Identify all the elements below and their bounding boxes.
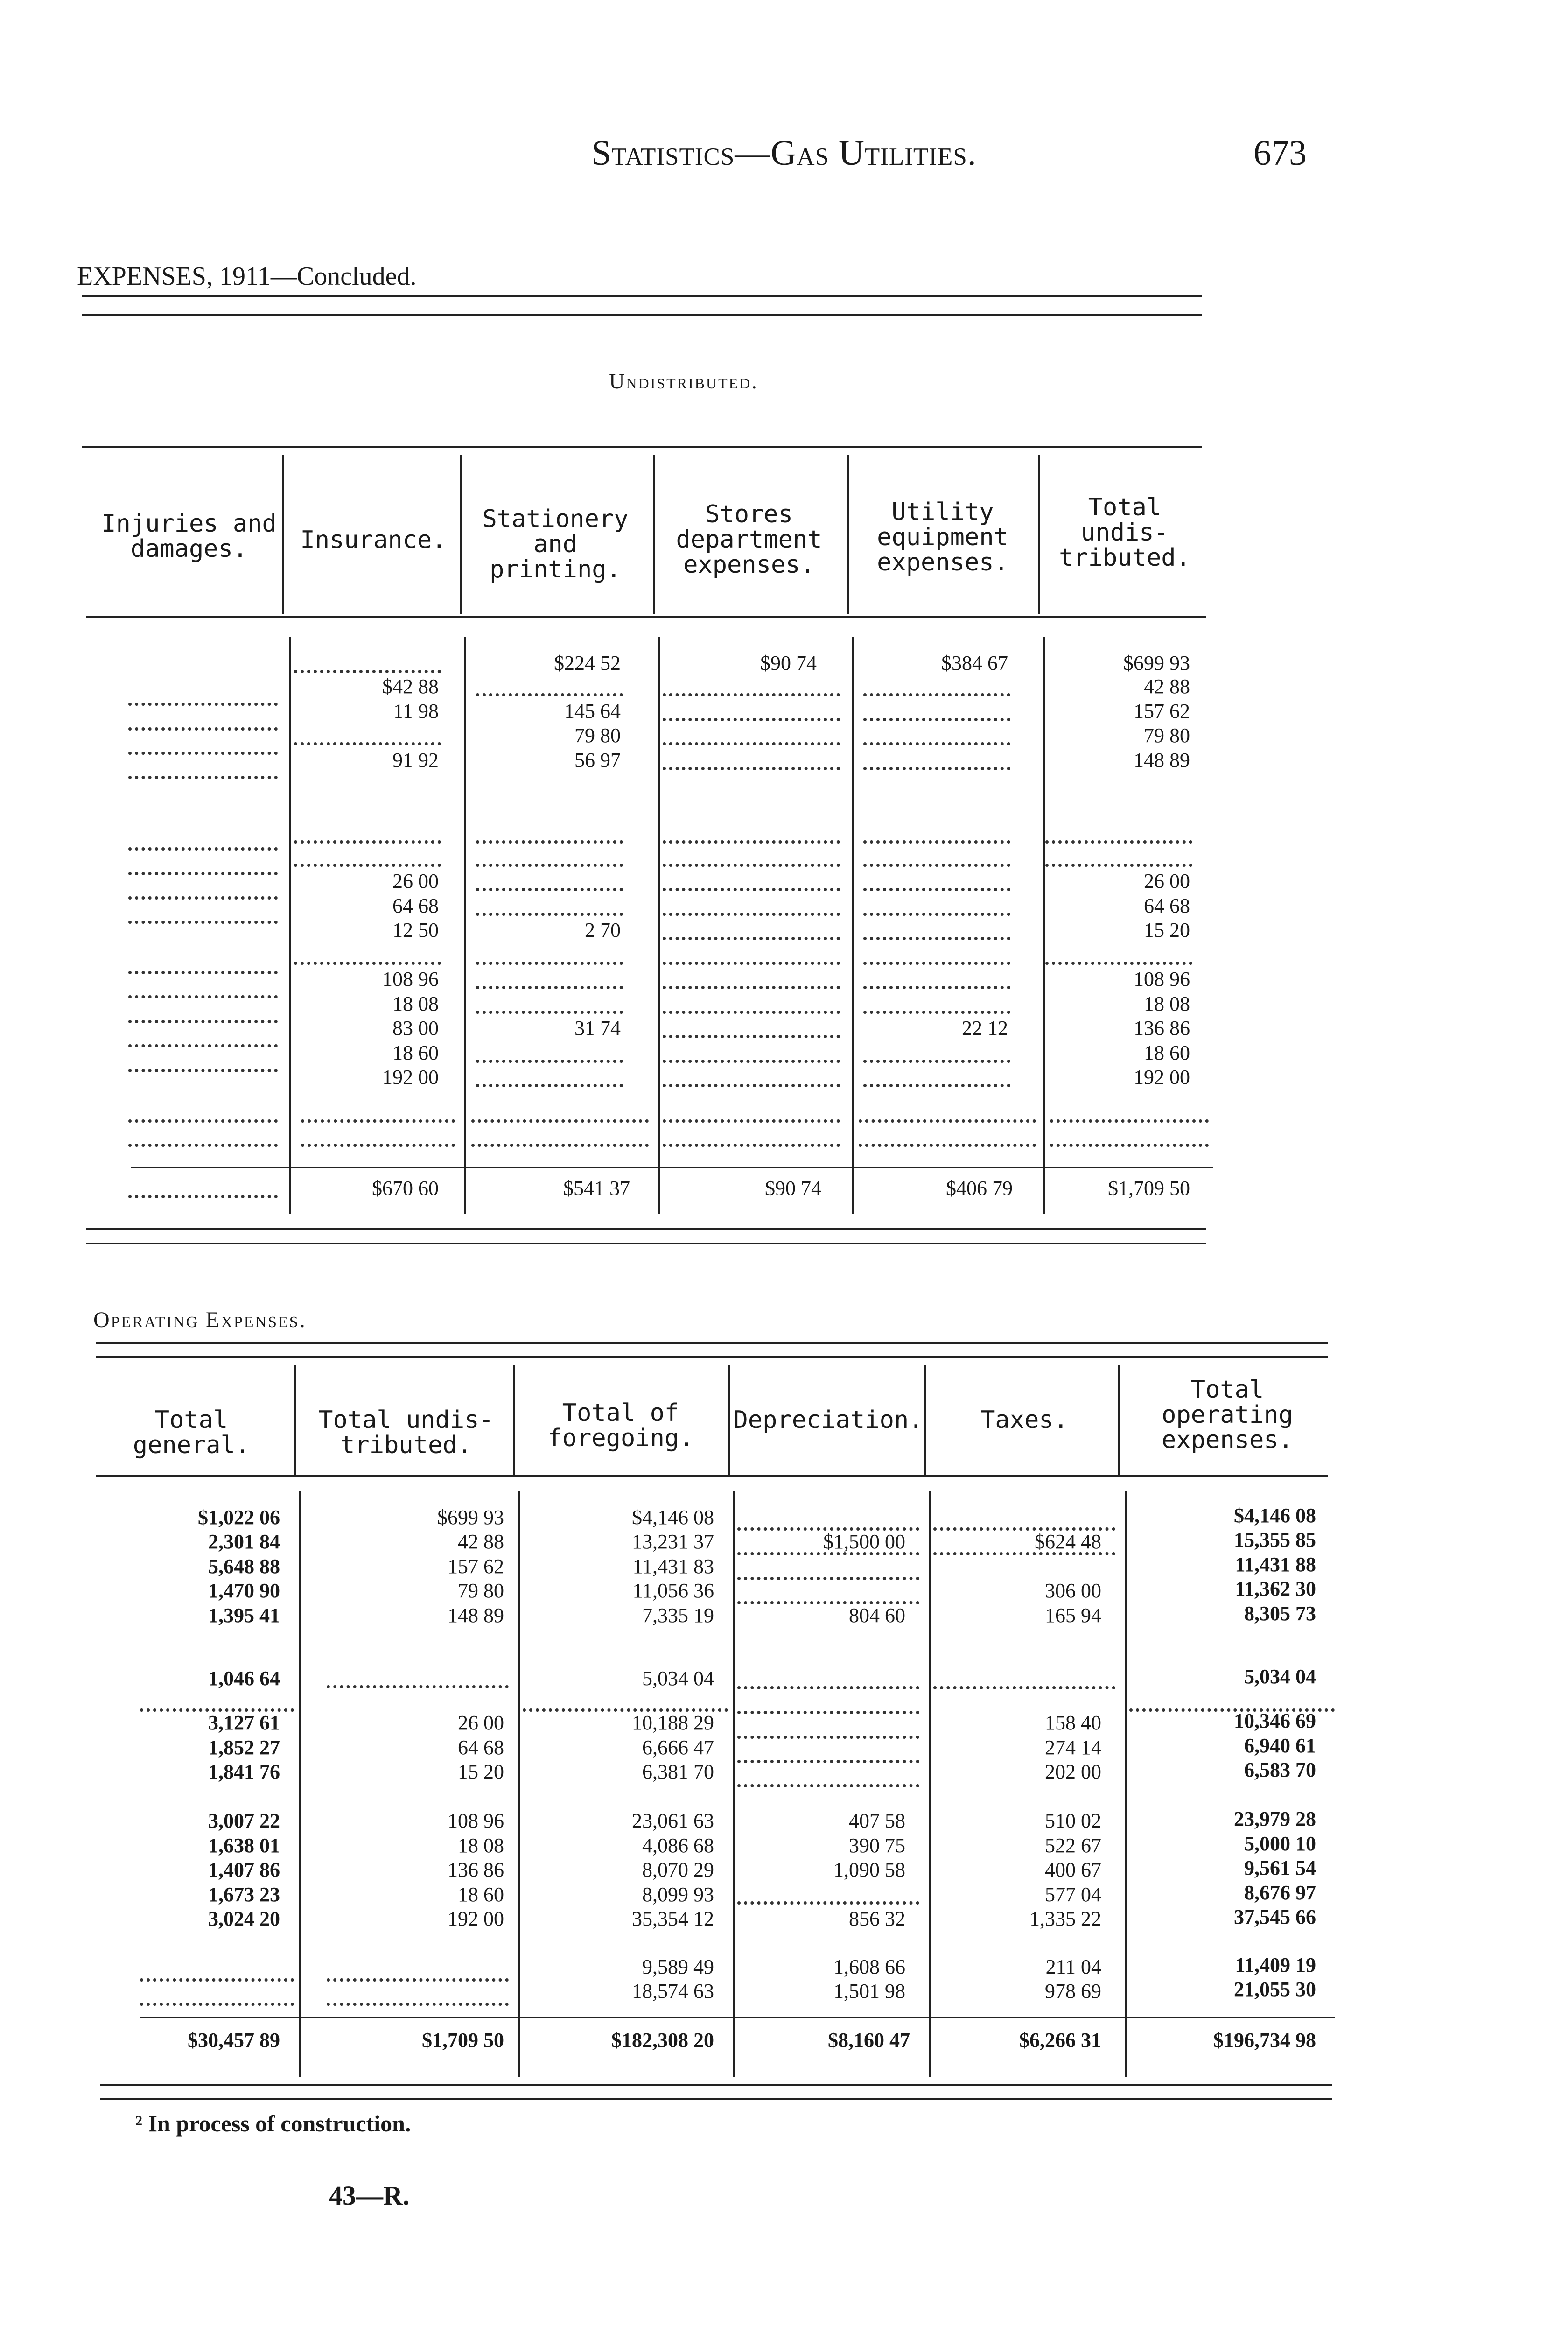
- total-leader: [1045, 864, 1192, 867]
- stores-leader: [663, 888, 840, 891]
- utility-leader: [863, 718, 1010, 721]
- total-general-leader-b: [140, 1978, 294, 1982]
- stores-leader: [663, 962, 840, 965]
- total-cell: 136 86: [1134, 1017, 1190, 1040]
- page-header-title: Statistics—Gas Utilities.: [591, 134, 977, 173]
- op-total-undistributed-cell: 18 08: [458, 1834, 504, 1857]
- utility-leader: [863, 1084, 1010, 1087]
- undistributed-body-divider-3: [852, 637, 854, 1214]
- insurance-bottom-leader-0: [301, 1119, 455, 1123]
- operating-top-rule: [96, 1342, 1328, 1344]
- total-foregoing-cell: $4,146 08: [632, 1506, 714, 1529]
- total-foregoing-cell: 9,589 49: [642, 1955, 714, 1978]
- total-general-cell: $1,022 06: [198, 1506, 280, 1529]
- op-total-undistributed-cell: 108 96: [448, 1809, 504, 1832]
- stores-leader: [663, 718, 840, 721]
- stores-leader: [663, 1011, 840, 1014]
- operating-header-rule: [96, 1475, 1328, 1477]
- insurance-leader: [294, 962, 441, 965]
- stationery-leader: [476, 1084, 623, 1087]
- total-operating-cell: 37,545 66: [1234, 1905, 1316, 1928]
- insurance-cell: $42 88: [382, 675, 439, 698]
- operating-total-rule: [140, 2017, 1335, 2018]
- depreciation-cell: 1,608 66: [833, 1955, 905, 1978]
- utility-cell: $384 67: [941, 652, 1008, 675]
- total-stores: $90 74: [765, 1177, 821, 1200]
- stores-bottom-leader-1: [663, 1144, 840, 1147]
- stores-leader: [663, 986, 840, 989]
- depreciation-leader-b-1: [737, 1711, 919, 1714]
- insurance-leader: [294, 670, 441, 673]
- undistributed-col-divider-3: [847, 455, 849, 614]
- operating-col-divider-3: [924, 1365, 926, 1475]
- total-foregoing-cell: 18,574 63: [632, 1980, 714, 2003]
- total-operating-cell: 9,561 54: [1244, 1856, 1316, 1879]
- injuries-leader-13: [128, 1119, 278, 1123]
- total-cell: 26 00: [1144, 870, 1190, 893]
- injuries-leader-11: [128, 1044, 278, 1047]
- total-general-cell: 1,407 86: [208, 1858, 280, 1881]
- injuries-leader-14: [128, 1144, 278, 1147]
- insurance-cell: 192 00: [382, 1066, 439, 1089]
- total-operating-leader-a: [1129, 1708, 1335, 1712]
- injuries-leader-8: [128, 971, 278, 974]
- total-general-cell: 1,470 90: [208, 1579, 280, 1602]
- undistributed-header-rule: [86, 616, 1206, 618]
- insurance-cell: 91 92: [392, 749, 439, 772]
- op-total-undistributed-leader: [327, 1685, 509, 1688]
- taxes-cell: 306 00: [1045, 1579, 1101, 1602]
- undistributed-body-divider-4: [1043, 637, 1045, 1214]
- insurance-leader: [294, 840, 441, 844]
- col-utility: Utility equipment expenses.: [877, 498, 1008, 576]
- depreciation-cell: $1,500 00: [823, 1530, 905, 1553]
- total-cell: 157 62: [1134, 700, 1190, 723]
- total-foregoing-cell: 6,666 47: [642, 1736, 714, 1759]
- col-total-undistributed: Total undis- tributed.: [1059, 493, 1190, 572]
- depreciation-leader-2: [737, 1577, 919, 1580]
- total-cell: 15 20: [1144, 919, 1190, 942]
- undistributed-top-rule: [82, 446, 1202, 448]
- utility-leader: [863, 693, 1010, 696]
- total-foregoing-cell: 5,034 04: [642, 1667, 714, 1690]
- total-total-foregoing: $182,308 20: [611, 2029, 714, 2052]
- col-op-total-undistributed: Total undis- tributed.: [318, 1406, 494, 1459]
- undistributed-body-divider-0: [289, 637, 291, 1214]
- taxes-cell: 522 67: [1045, 1834, 1101, 1857]
- injuries-leader-4: [128, 847, 278, 851]
- injuries-leader-12: [128, 1069, 278, 1072]
- injuries-leader-7: [128, 921, 278, 924]
- op-total-undistributed-cell: 15 20: [458, 1760, 504, 1783]
- total-leader: [1045, 840, 1192, 844]
- depreciation-leader-b-0: [737, 1686, 919, 1689]
- depreciation-leader-b-2: [737, 1736, 919, 1739]
- total-foregoing-cell: 11,431 83: [632, 1555, 714, 1578]
- stationery-cell: 31 74: [574, 1017, 621, 1040]
- total-operating-cell: 10,346 69: [1234, 1709, 1316, 1732]
- insurance-cell: 26 00: [392, 870, 439, 893]
- total-general-cell: 3,007 22: [208, 1809, 280, 1832]
- total-general-cell: 5,648 88: [208, 1555, 280, 1578]
- undistributed-bottom-rule: [86, 1228, 1206, 1230]
- insurance-bottom-leader-1: [301, 1144, 455, 1147]
- stores-leader: [663, 1084, 840, 1087]
- total-general-cell: 1,852 27: [208, 1736, 280, 1759]
- taxes-cell: 202 00: [1045, 1760, 1101, 1783]
- caption-rule: [82, 295, 1202, 297]
- total-operating-cell: 8,676 97: [1244, 1881, 1316, 1904]
- utility-leader: [863, 767, 1010, 770]
- utility-leader: [863, 913, 1010, 916]
- injuries-leader-15: [128, 1195, 278, 1198]
- injuries-leader-10: [128, 1020, 278, 1023]
- operating-body-divider-4: [1125, 1491, 1127, 2077]
- injuries-leader-6: [128, 896, 278, 900]
- insurance-cell: 11 98: [393, 700, 439, 723]
- total-stationery: $541 37: [563, 1177, 630, 1200]
- stationery-bottom-leader-1: [471, 1144, 649, 1147]
- total-operating-cell: 11,362 30: [1235, 1577, 1316, 1600]
- op-total-undistributed-cell: 79 80: [458, 1579, 504, 1602]
- stationery-bottom-leader-0: [471, 1119, 649, 1123]
- total-general-cell: 2,301 84: [208, 1530, 280, 1553]
- utility-leader: [863, 888, 1010, 891]
- page-number: 673: [1253, 134, 1307, 173]
- total-total-undistributed: $1,709 50: [1108, 1177, 1190, 1200]
- total-insurance: $670 60: [372, 1177, 439, 1200]
- stationery-leader: [476, 864, 623, 867]
- insurance-cell: 64 68: [392, 894, 439, 917]
- undistributed-bottom-rule-2: [86, 1243, 1206, 1244]
- undistributed-subtitle: Undistributed.: [609, 369, 758, 393]
- undistributed-body-divider-2: [658, 637, 660, 1214]
- col-stores: Stores department expenses.: [676, 500, 822, 579]
- total-general-cell: 1,841 76: [208, 1760, 280, 1783]
- op-total-undistributed-cell: 136 86: [448, 1858, 504, 1881]
- undistributed-body-divider-1: [464, 637, 466, 1214]
- operating-body-divider-2: [733, 1491, 735, 2077]
- col-depreciation: Depreciation.: [733, 1406, 924, 1434]
- total-cell: $699 93: [1123, 652, 1190, 675]
- total-foregoing-cell: 4,086 68: [642, 1834, 714, 1857]
- injuries-leader-2: [128, 752, 278, 755]
- operating-top-rule-2: [96, 1356, 1328, 1358]
- undistributed-total-rule: [131, 1167, 1213, 1168]
- stationery-leader: [476, 962, 623, 965]
- total-cell: 42 88: [1144, 675, 1190, 698]
- total-operating-cell: $4,146 08: [1234, 1504, 1316, 1527]
- total-operating-cell: 23,979 28: [1234, 1807, 1316, 1830]
- total-total-general: $30,457 89: [188, 2029, 280, 2052]
- taxes-leader-0: [933, 1527, 1115, 1531]
- taxes-cell: 1,335 22: [1029, 1907, 1101, 1930]
- stores-cell: $90 74: [760, 652, 817, 675]
- op-total-undistributed-cell: 192 00: [448, 1907, 504, 1930]
- total-operating-cell: 6,583 70: [1244, 1758, 1316, 1781]
- insurance-cell: 83 00: [392, 1017, 439, 1040]
- depreciation-leader-b-5: [737, 1901, 919, 1905]
- taxes-cell: 211 04: [1045, 1955, 1101, 1978]
- operating-body-divider-1: [518, 1491, 520, 2077]
- depreciation-leader-b-3: [737, 1760, 919, 1763]
- col-insurance: Insurance.: [300, 526, 447, 554]
- utility-leader: [863, 1011, 1010, 1014]
- total-operating-cell: 5,034 04: [1244, 1665, 1316, 1688]
- operating-body-divider-3: [929, 1491, 931, 2077]
- total-foregoing-cell: 35,354 12: [632, 1907, 714, 1930]
- utility-leader: [863, 937, 1010, 940]
- total-op-total-undistributed: $1,709 50: [422, 2029, 504, 2052]
- caption-rule-2: [82, 314, 1202, 316]
- op-total-undistributed-cell: $699 93: [437, 1506, 504, 1529]
- stores-leader: [663, 767, 840, 770]
- operating-col-divider-2: [728, 1365, 730, 1475]
- total-foregoing-cell: 23,061 63: [632, 1809, 714, 1832]
- op-total-undistributed-cell: 64 68: [458, 1736, 504, 1759]
- stores-leader: [663, 693, 840, 696]
- depreciation-cell: 1,090 58: [833, 1858, 905, 1881]
- stationery-leader: [476, 913, 623, 916]
- stores-leader: [663, 840, 840, 844]
- taxes-cell: $624 48: [1035, 1530, 1101, 1553]
- total-foregoing-cell: 7,335 19: [642, 1604, 714, 1627]
- total-general-leader-a: [140, 1708, 294, 1712]
- depreciation-leader-3: [737, 1601, 919, 1604]
- op-total-undistributed-cell: 42 88: [458, 1530, 504, 1553]
- utility-leader: [863, 840, 1010, 844]
- operating-bottom-rule-2: [100, 2098, 1332, 2100]
- total-cell: 148 89: [1134, 749, 1190, 772]
- total-foregoing-cell: 8,099 93: [642, 1883, 714, 1906]
- injuries-leader-9: [128, 995, 278, 998]
- operating-subtitle: Operating Expenses.: [93, 1308, 307, 1332]
- stationery-cell: 145 64: [564, 700, 621, 723]
- total-operating-cell: 15,355 85: [1234, 1528, 1316, 1551]
- insurance-leader: [294, 864, 441, 867]
- stores-leader: [663, 864, 840, 867]
- op-total-undistributed-cell: 148 89: [448, 1604, 504, 1627]
- injuries-leader-5: [128, 872, 278, 875]
- taxes-cell: 274 14: [1045, 1736, 1101, 1759]
- operating-body-divider-0: [299, 1491, 301, 2077]
- col-taxes: Taxes.: [980, 1406, 1068, 1434]
- utility-bottom-leader-1: [859, 1144, 1036, 1147]
- stationery-cell: 79 80: [574, 724, 621, 747]
- depreciation-cell: 856 32: [849, 1907, 905, 1930]
- col-total-operating: Total operating expenses.: [1162, 1376, 1293, 1454]
- utility-cell: 22 12: [962, 1017, 1008, 1040]
- footnote: ² In process of construction.: [135, 2110, 411, 2137]
- taxes-cell: 165 94: [1045, 1604, 1101, 1627]
- op-total-undistributed-cell: 157 62: [448, 1555, 504, 1578]
- section-caption: EXPENSES, 1911—Concluded.: [77, 262, 417, 291]
- total-foregoing-cell: 13,231 37: [632, 1530, 714, 1553]
- depreciation-cell: 804 60: [849, 1604, 905, 1627]
- total-utility: $406 79: [946, 1177, 1013, 1200]
- stores-leader: [663, 913, 840, 916]
- utility-leader: [863, 1060, 1010, 1063]
- total-foregoing-cell: 10,188 29: [632, 1711, 714, 1734]
- stores-leader: [663, 1035, 840, 1038]
- col-stationery: Stationery and printing.: [482, 505, 629, 584]
- total-foregoing-cell: 6,381 70: [642, 1760, 714, 1783]
- stationery-leader: [476, 1011, 623, 1014]
- total-bottom-leader-1: [1050, 1144, 1209, 1147]
- total-foregoing-leader-a: [523, 1708, 728, 1712]
- stationery-leader: [476, 840, 623, 844]
- stationery-leader: [476, 1060, 623, 1063]
- signature-mark: 43—R.: [329, 2180, 410, 2211]
- depreciation-cell: 1,501 98: [833, 1980, 905, 2003]
- total-general-cell: 1,046 64: [208, 1667, 280, 1690]
- total-cell: 108 96: [1134, 968, 1190, 991]
- total-operating-cell: 11,409 19: [1235, 1954, 1316, 1976]
- total-operating-cell: 5,000 10: [1244, 1832, 1316, 1855]
- total-depreciation: $8,160 47: [828, 2029, 910, 2052]
- insurance-cell: 18 60: [392, 1041, 439, 1064]
- undistributed-col-divider-1: [460, 455, 462, 614]
- utility-leader: [863, 962, 1010, 965]
- utility-bottom-leader-0: [859, 1119, 1036, 1123]
- total-foregoing-cell: 8,070 29: [642, 1858, 714, 1881]
- total-general-cell: 1,395 41: [208, 1604, 280, 1627]
- operating-col-divider-1: [513, 1365, 515, 1475]
- total-operating-cell: 21,055 30: [1234, 1978, 1316, 2001]
- total-taxes: $6,266 31: [1019, 2029, 1101, 2052]
- total-operating-cell: 8,305 73: [1244, 1602, 1316, 1625]
- insurance-cell: 108 96: [382, 968, 439, 991]
- taxes-cell: 400 67: [1045, 1858, 1101, 1881]
- taxes-cell: 577 04: [1045, 1883, 1101, 1906]
- total-cell: 79 80: [1144, 724, 1190, 747]
- injuries-leader-0: [128, 703, 278, 706]
- total-leader: [1045, 962, 1192, 965]
- depreciation-leader-1: [737, 1552, 919, 1555]
- stores-leader: [663, 1060, 840, 1063]
- stationery-leader: [476, 888, 623, 891]
- total-foregoing-cell: 11,056 36: [632, 1579, 714, 1602]
- op-total-undistributed-leader-c: [327, 2003, 509, 2006]
- depreciation-cell: 407 58: [849, 1809, 905, 1832]
- injuries-leader-3: [128, 776, 278, 779]
- insurance-leader: [294, 742, 441, 745]
- stores-bottom-leader-0: [663, 1119, 840, 1123]
- taxes-leader-b: [933, 1686, 1115, 1689]
- col-total-general: Total general.: [133, 1406, 250, 1459]
- undistributed-col-divider-0: [282, 455, 284, 614]
- total-general-leader-c: [140, 2003, 294, 2006]
- injuries-leader-1: [128, 727, 278, 731]
- total-cell: 192 00: [1134, 1066, 1190, 1089]
- depreciation-cell: 390 75: [849, 1834, 905, 1857]
- depreciation-leader-b-4: [737, 1784, 919, 1787]
- stationery-leader: [476, 986, 623, 989]
- op-total-undistributed-leader-b: [327, 1978, 509, 1982]
- taxes-cell: 510 02: [1045, 1809, 1101, 1832]
- undistributed-col-divider-4: [1038, 455, 1040, 614]
- op-total-undistributed-cell: 26 00: [458, 1711, 504, 1734]
- total-general-cell: 1,638 01: [208, 1834, 280, 1857]
- utility-leader: [863, 864, 1010, 867]
- total-cell: 18 08: [1144, 992, 1190, 1015]
- total-general-cell: 3,127 61: [208, 1711, 280, 1734]
- col-injuries: Injuries and damages.: [101, 510, 277, 563]
- total-operating-cell: 6,940 61: [1244, 1734, 1316, 1757]
- taxes-cell: 158 40: [1045, 1711, 1101, 1734]
- stationery-cell: 2 70: [585, 919, 621, 942]
- total-operating-cell: 11,431 88: [1235, 1553, 1316, 1576]
- insurance-cell: 12 50: [392, 919, 439, 942]
- total-general-cell: 3,024 20: [208, 1907, 280, 1930]
- stationery-leader: [476, 693, 623, 696]
- taxes-cell: 978 69: [1045, 1980, 1101, 2003]
- operating-bottom-rule: [100, 2084, 1332, 2086]
- total-general-cell: 1,673 23: [208, 1883, 280, 1906]
- undistributed-col-divider-2: [653, 455, 655, 614]
- total-total-operating: $196,734 98: [1213, 2029, 1316, 2052]
- stationery-cell: $224 52: [554, 652, 621, 675]
- op-total-undistributed-cell: 18 60: [458, 1883, 504, 1906]
- depreciation-leader-0: [737, 1527, 919, 1531]
- col-total-foregoing: Total of foregoing.: [547, 1399, 694, 1452]
- stationery-cell: 56 97: [574, 749, 621, 772]
- total-cell: 18 60: [1144, 1041, 1190, 1064]
- stores-leader: [663, 937, 840, 940]
- operating-col-divider-0: [294, 1365, 296, 1475]
- taxes-leader-1: [933, 1552, 1115, 1555]
- stores-leader: [663, 742, 840, 745]
- utility-leader: [863, 986, 1010, 989]
- total-bottom-leader-0: [1050, 1119, 1209, 1123]
- total-cell: 64 68: [1144, 894, 1190, 917]
- utility-leader: [863, 742, 1010, 745]
- insurance-cell: 18 08: [392, 992, 439, 1015]
